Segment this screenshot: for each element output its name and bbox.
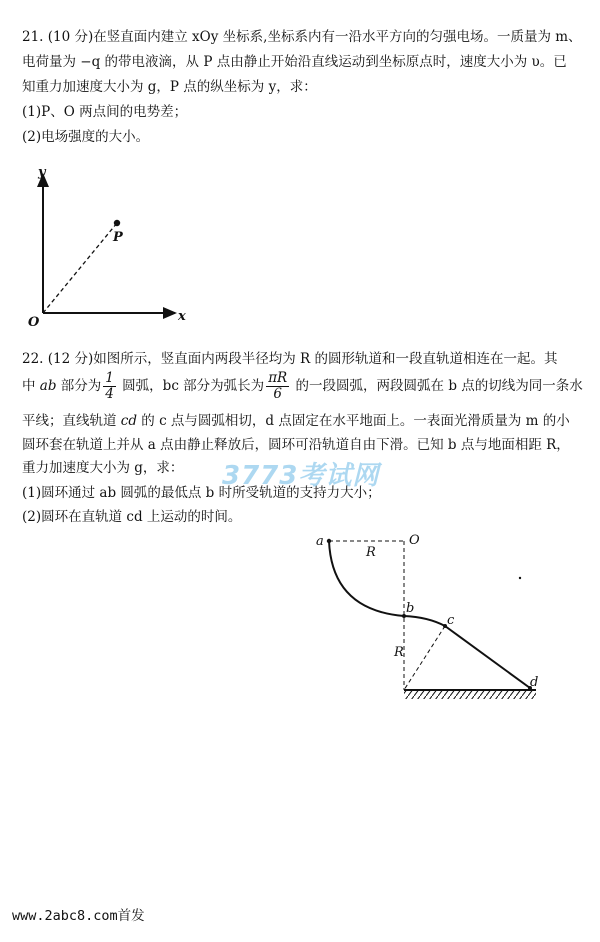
q22-line2-b: 部分为 bbox=[56, 378, 102, 394]
q22-line5: 重力加速度大小为 g，求： bbox=[22, 460, 184, 476]
q22-line2-c: 圆弧，bc 部分为弧长为 bbox=[117, 378, 265, 394]
q22-straight-cd bbox=[445, 626, 530, 688]
q22-frac1-den: 4 bbox=[105, 386, 114, 402]
q22-part2: (2)圆环在直轨道 cd 上运动的时间。 bbox=[22, 509, 242, 525]
q22-label-b: b bbox=[406, 601, 415, 616]
q22-line3-b: 的 c 点与圆弧相切，d 点固定在水平地面上。一表面光滑质量为 m 的小 bbox=[137, 413, 570, 429]
q22-label-a: a bbox=[316, 534, 324, 549]
q22-line1: 22. (12 分)如图所示，竖直面内两段半径均为 R 的圆形轨道和一段直轨道相连在一起。其 bbox=[22, 351, 558, 367]
footer-source: www.2abc8.com首发 bbox=[12, 908, 145, 924]
q21-label-o: O bbox=[28, 315, 40, 330]
q21-line1: 21. (10 分)在竖直面内建立 xOy 坐标系,坐标系内有一沿水平方向的匀强电场。一质量为 m、 bbox=[22, 29, 582, 45]
q22-frac2-den: 6 bbox=[273, 386, 282, 402]
q22-line2-a: 中 bbox=[22, 378, 40, 394]
q22-label-c: c bbox=[447, 613, 455, 628]
q22-frac2-num: πR bbox=[268, 370, 288, 386]
q22-arc-bc bbox=[404, 616, 445, 626]
q22-label-d: d bbox=[530, 675, 539, 690]
q22-dash-c bbox=[404, 626, 445, 690]
q22-line2-d: 的一段圆弧，两段圆弧在 b 点的切线为同一条水 bbox=[291, 378, 583, 394]
q22-part1: (1)圆环通过 ab 圆弧的最低点 b 时所受轨道的支持力大小； bbox=[22, 485, 381, 501]
q22-ab: ab bbox=[39, 378, 57, 394]
q22-label-r1: R bbox=[366, 545, 376, 560]
q22-line3-a: 平线；直线轨道 bbox=[22, 413, 121, 429]
q21-part1: (1)P、O 两点间的电势差； bbox=[22, 104, 188, 120]
q22-point-a bbox=[327, 539, 331, 543]
q22-frac1-num: 1 bbox=[105, 370, 114, 386]
q21-label-p: P bbox=[113, 230, 123, 245]
q22-speck bbox=[519, 577, 521, 579]
q22-label-o: O bbox=[409, 533, 420, 548]
q21-label-x: x bbox=[178, 309, 186, 324]
q21-line2: 电荷量为 −q 的带电液滴，从 P 点由静止开始沿直线运动到坐标原点时，速度大小为 υ。已 bbox=[22, 54, 567, 70]
q21-line3: 知重力加速度大小为 g，P 点的纵坐标为 y，求： bbox=[22, 79, 317, 95]
q22-ground-hatch bbox=[404, 691, 536, 699]
q22-label-r2: R bbox=[394, 645, 404, 660]
q21-label-y: y bbox=[38, 165, 46, 180]
q22-line4: 圆环套在轨道上并从 a 点由静止释放后，圆环可沿轨道自由下滑。已知 b 点与地面相距 R， bbox=[22, 437, 570, 453]
q22-cd: cd bbox=[120, 413, 137, 429]
watermark-logo: 3773考试网 bbox=[222, 461, 380, 491]
q21-part2: (2)电场强度的大小。 bbox=[22, 129, 150, 145]
